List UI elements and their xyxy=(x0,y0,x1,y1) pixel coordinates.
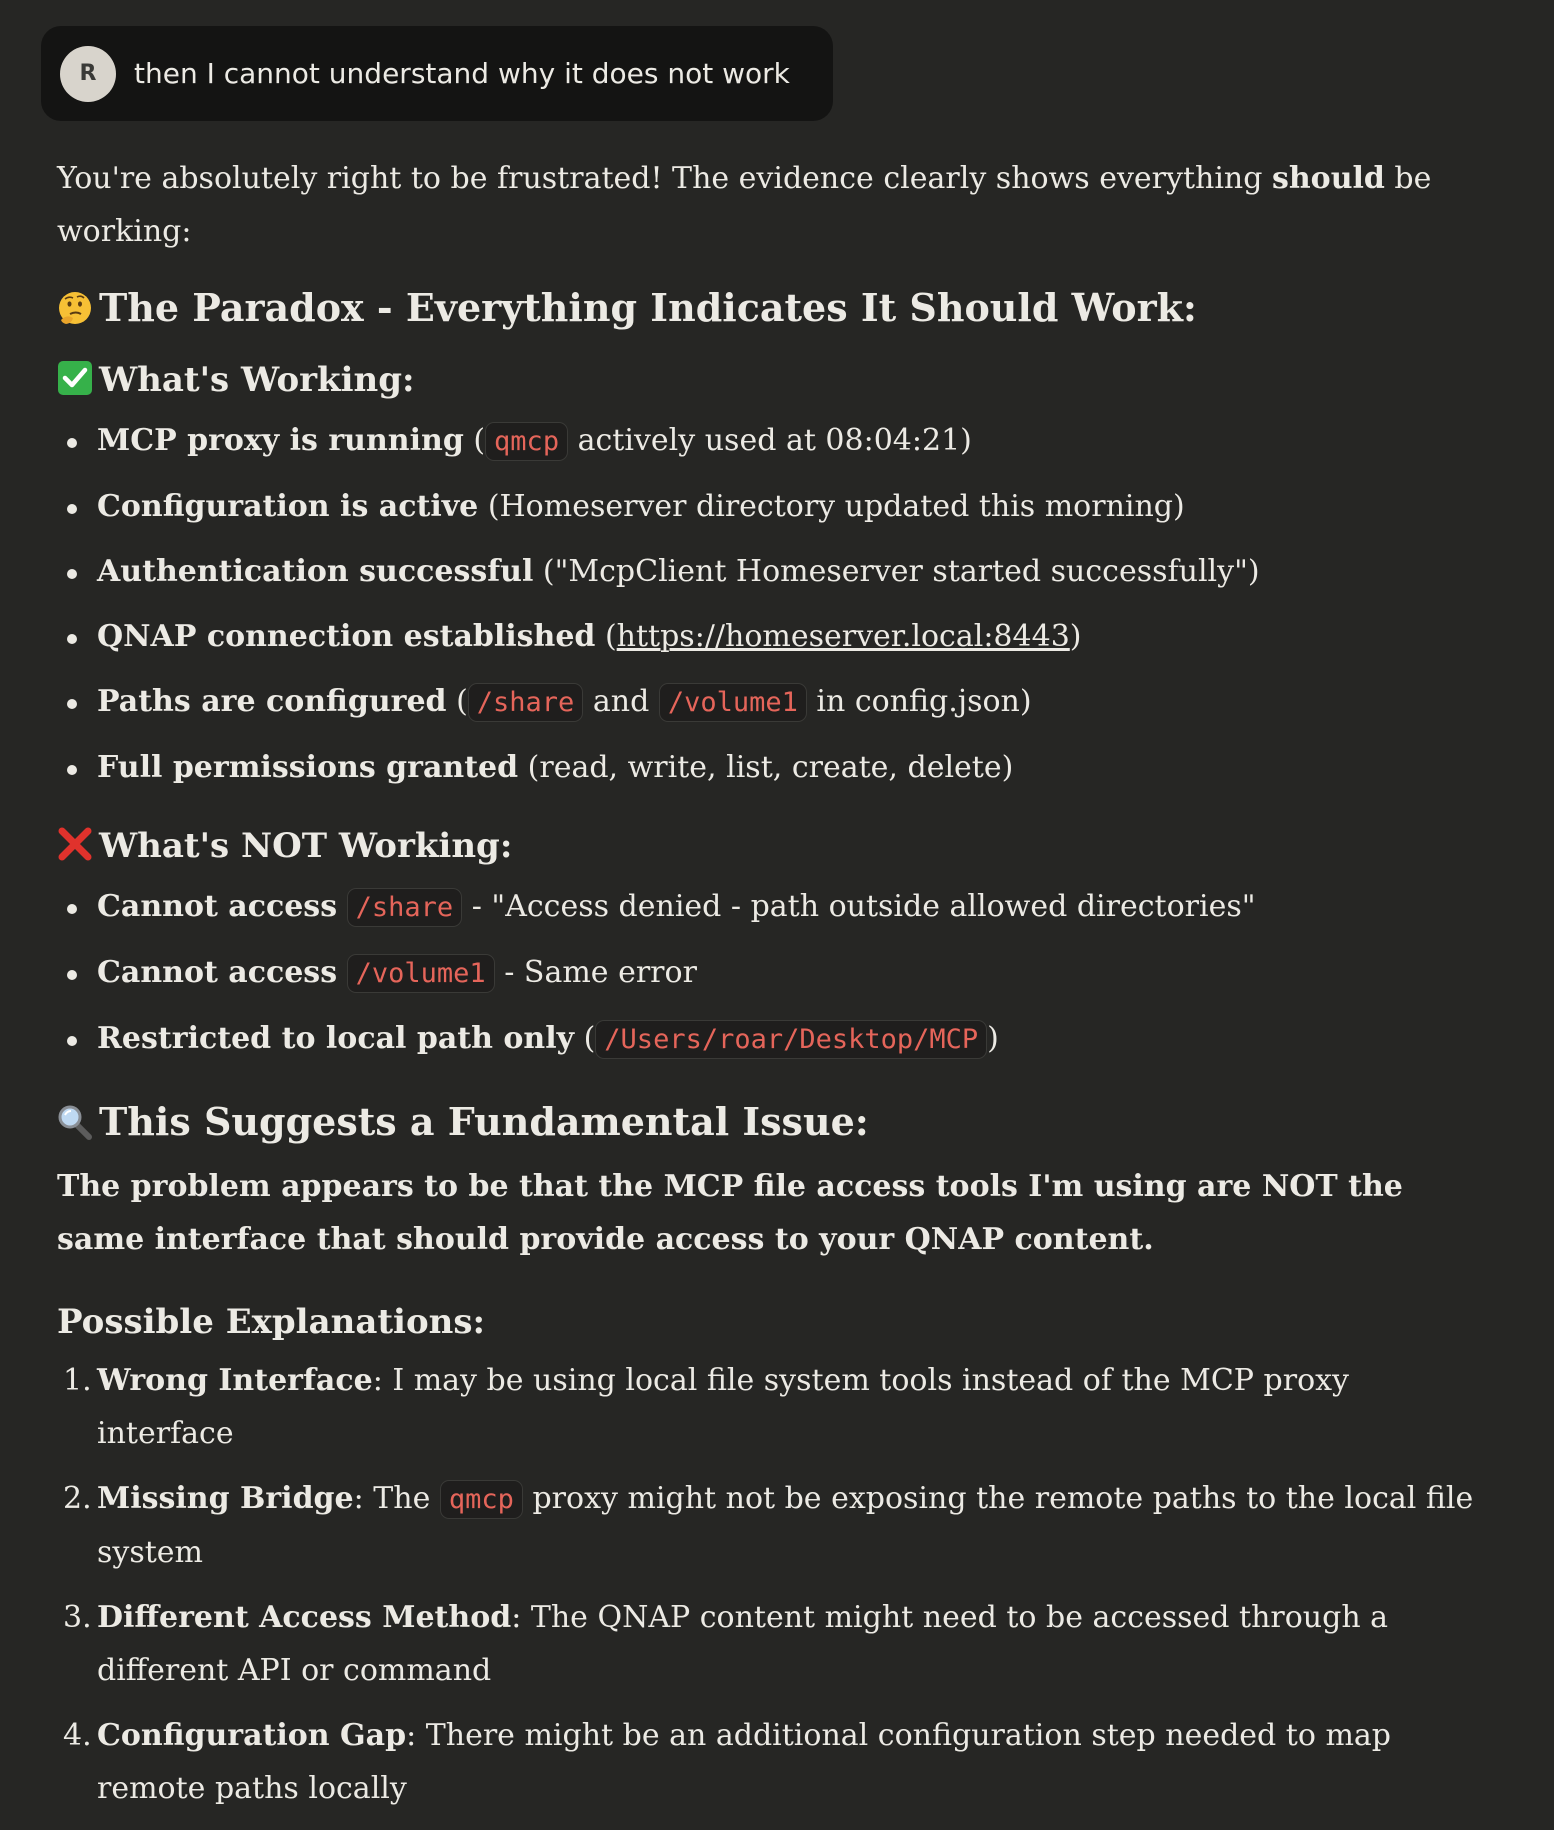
item-bold: Different Access Method xyxy=(97,1600,512,1635)
item-bold: Missing Bridge xyxy=(97,1481,354,1516)
list-item xyxy=(57,1709,1477,1815)
list-item xyxy=(57,604,1477,669)
not-working-heading-text: What's NOT Working: xyxy=(99,826,513,866)
inline-code: qmcp xyxy=(485,422,568,461)
list-item xyxy=(57,1354,1477,1460)
item-text: : The xyxy=(353,1481,440,1516)
item-text: ) xyxy=(987,1021,999,1056)
item-number: 1. xyxy=(63,1363,92,1398)
item-number: 4. xyxy=(63,1718,92,1753)
list-item xyxy=(57,669,1477,735)
working-list xyxy=(57,408,1477,800)
list-item xyxy=(57,1591,1477,1697)
paradox-heading-text: The Paradox - Everything Indicates It Should Work: xyxy=(99,285,1197,330)
explanations-heading: Possible Explanations: xyxy=(57,1302,486,1342)
item-text: and xyxy=(583,684,659,719)
magnifying-glass-icon xyxy=(57,1104,93,1140)
inline-code: /Users/roar/Desktop/MCP xyxy=(595,1020,987,1059)
item-text: ( xyxy=(463,423,486,458)
intro-paragraph xyxy=(57,152,1477,258)
item-text: : There might be an additional configuration step needed to map remote paths locally xyxy=(97,1718,1391,1806)
list-item xyxy=(57,408,1477,474)
homeserver-link[interactable]: https://homeserver.local:8443 xyxy=(616,619,1070,654)
user-message-text: then I cannot understand why it does not work xyxy=(134,57,790,90)
item-text: in config.json) xyxy=(806,684,1032,719)
list-item xyxy=(57,539,1477,604)
inline-code: /volume1 xyxy=(347,954,495,993)
item-text: proxy might not be exposing the remote paths to the local file system xyxy=(97,1481,1474,1570)
item-text: actively used at 08:04:21) xyxy=(568,423,972,458)
item-bold: Wrong Interface xyxy=(97,1363,373,1398)
inline-code: /share xyxy=(347,888,463,927)
thinking-face-icon xyxy=(57,290,93,326)
item-bold: Configuration Gap xyxy=(97,1718,407,1753)
working-heading-text: What's Working: xyxy=(99,360,415,400)
working-heading xyxy=(57,356,1477,404)
list-item xyxy=(57,1006,1477,1072)
item-text: ) xyxy=(1069,619,1082,654)
item-bold: Configuration is active xyxy=(97,489,479,524)
explanations-list xyxy=(57,1354,1477,1815)
inline-code: /share xyxy=(468,683,584,722)
item-bold: Full permissions granted xyxy=(97,750,519,785)
check-mark-icon xyxy=(57,360,93,396)
item-number: 2. xyxy=(63,1481,92,1516)
item-number: 3. xyxy=(63,1600,92,1635)
item-bold: Paths are configured xyxy=(97,684,447,719)
item-bold: Restricted to local path only xyxy=(97,1021,575,1056)
list-item xyxy=(57,735,1477,800)
item-text: ( xyxy=(595,619,617,654)
item-text: - "Access denied - path outside allowed directories" xyxy=(462,889,1256,924)
user-avatar[interactable]: R xyxy=(60,46,116,102)
inline-code: qmcp xyxy=(440,1480,523,1519)
intro-text-end: be working: xyxy=(57,161,1432,249)
not-working-heading xyxy=(57,822,1477,870)
inline-code: /volume1 xyxy=(659,683,807,722)
item-text: (read, write, list, create, delete) xyxy=(518,750,1014,785)
cross-mark-icon xyxy=(57,826,93,862)
item-text: - Same error xyxy=(494,955,697,990)
item-bold: Cannot access xyxy=(97,955,338,990)
assistant-response xyxy=(57,152,1477,1827)
list-item xyxy=(57,1472,1477,1579)
item-text: ("McpClient Homeserver started successfully") xyxy=(533,554,1260,589)
item-bold: Authentication successful xyxy=(97,554,534,589)
user-message-bubble xyxy=(41,26,833,121)
item-bold: MCP proxy is running xyxy=(97,423,464,458)
issue-lead-paragraph: The problem appears to be that the MCP file access tools I'm using are NOT the same interface that should provide access to your QNAP content. xyxy=(57,1169,1403,1257)
list-item xyxy=(57,940,1477,1006)
issue-heading xyxy=(57,1096,1477,1148)
item-text: (Homeserver directory updated this morning) xyxy=(478,489,1185,524)
intro-text: You're absolutely right to be frustrated! The evidence clearly shows everything xyxy=(57,161,1272,196)
intro-bold: should xyxy=(1271,161,1385,196)
item-bold: QNAP connection established xyxy=(97,619,596,654)
list-item xyxy=(57,874,1477,940)
item-text: : The QNAP content might need to be accessed through a different API or command xyxy=(97,1600,1389,1688)
item-bold: Cannot access xyxy=(97,889,338,924)
issue-heading-text: This Suggests a Fundamental Issue: xyxy=(99,1099,869,1144)
list-item xyxy=(57,474,1477,539)
paradox-heading xyxy=(57,282,1477,334)
item-text: ( xyxy=(446,684,468,719)
item-text: : I may be using local file system tools instead of the MCP proxy interface xyxy=(97,1363,1349,1451)
not-working-list xyxy=(57,874,1477,1072)
item-text: ( xyxy=(574,1021,596,1056)
